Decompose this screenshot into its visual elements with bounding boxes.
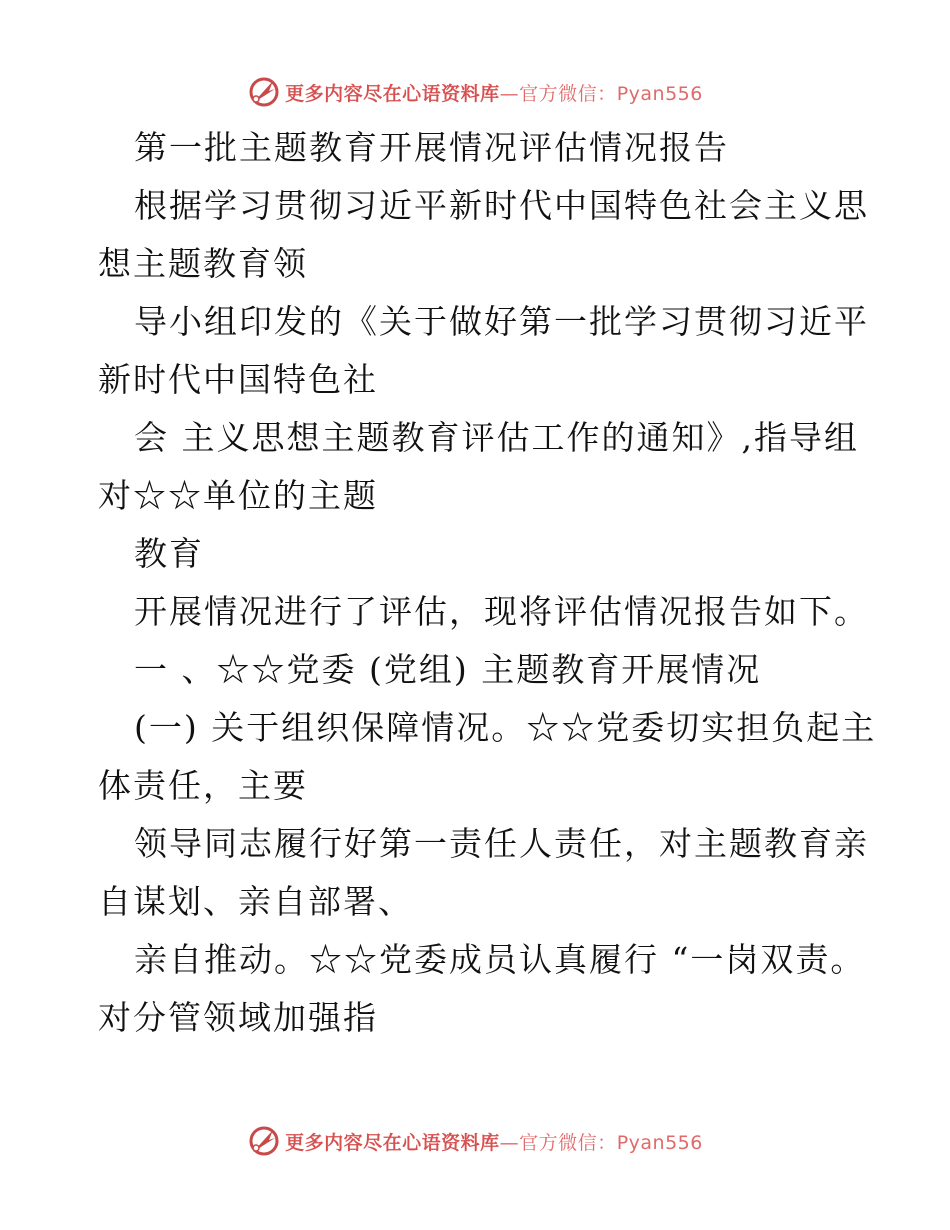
footer-watermark: [0, 1121, 950, 1161]
watermark-wechat-id: Pyan556: [616, 82, 703, 105]
paragraph-line: 会 主义思想主题教育评估工作的通知》,指导组: [134, 418, 859, 457]
paragraph-line: 新时代中国特色社: [98, 360, 378, 399]
feather-circle-logo-icon: [247, 1124, 281, 1158]
paragraph-line: (一) 关于组织保障情况。☆☆党委切实担负起主: [134, 708, 877, 747]
paragraph-line: 对分管领域加强指: [98, 998, 378, 1037]
watermark-brand: 更多内容尽在心语资料库: [285, 82, 500, 105]
paragraph-line: 根据学习贯彻习近平新时代中国特色社会主义思: [134, 186, 869, 225]
watermark-wechat-label: 官方微信：: [519, 1131, 617, 1154]
watermark-wechat-id: Pyan556: [616, 1131, 703, 1154]
paragraph-line: 自谋划、亲自部署、: [98, 882, 413, 921]
paragraph-line: 开展情况进行了评估，现将评估情况报告如下。: [134, 592, 869, 631]
watermark-wechat-label: 官方微信：: [519, 82, 617, 105]
paragraph-line: 对☆☆单位的主题: [98, 476, 378, 515]
paragraph-line: 领导同志履行好第一责任人责任，对主题教育亲: [134, 824, 869, 863]
paragraph-line: 教育: [134, 534, 204, 573]
watermark-separator: —: [499, 1131, 520, 1154]
document-title: 第一批主题教育开展情况评估情况报告: [134, 128, 729, 167]
header-watermark: [0, 72, 950, 112]
watermark-separator: —: [499, 82, 520, 105]
paragraph-line: 想主题教育领: [98, 244, 308, 283]
paragraph-line: 导小组印发的《关于做好第一批学习贯彻习近平: [134, 302, 869, 341]
paragraph-line: 体责任，主要: [98, 766, 308, 805]
watermark-text: [285, 1128, 703, 1155]
section-heading: 一 、☆☆党委 (党组) 主题教育开展情况: [134, 650, 762, 689]
paragraph-line: 亲自推动。☆☆党委成员认真履行 “一岗双责。: [134, 940, 866, 979]
watermark-brand: 更多内容尽在心语资料库: [285, 1131, 500, 1154]
feather-circle-logo-icon: [247, 75, 281, 109]
watermark-text: [285, 79, 703, 106]
